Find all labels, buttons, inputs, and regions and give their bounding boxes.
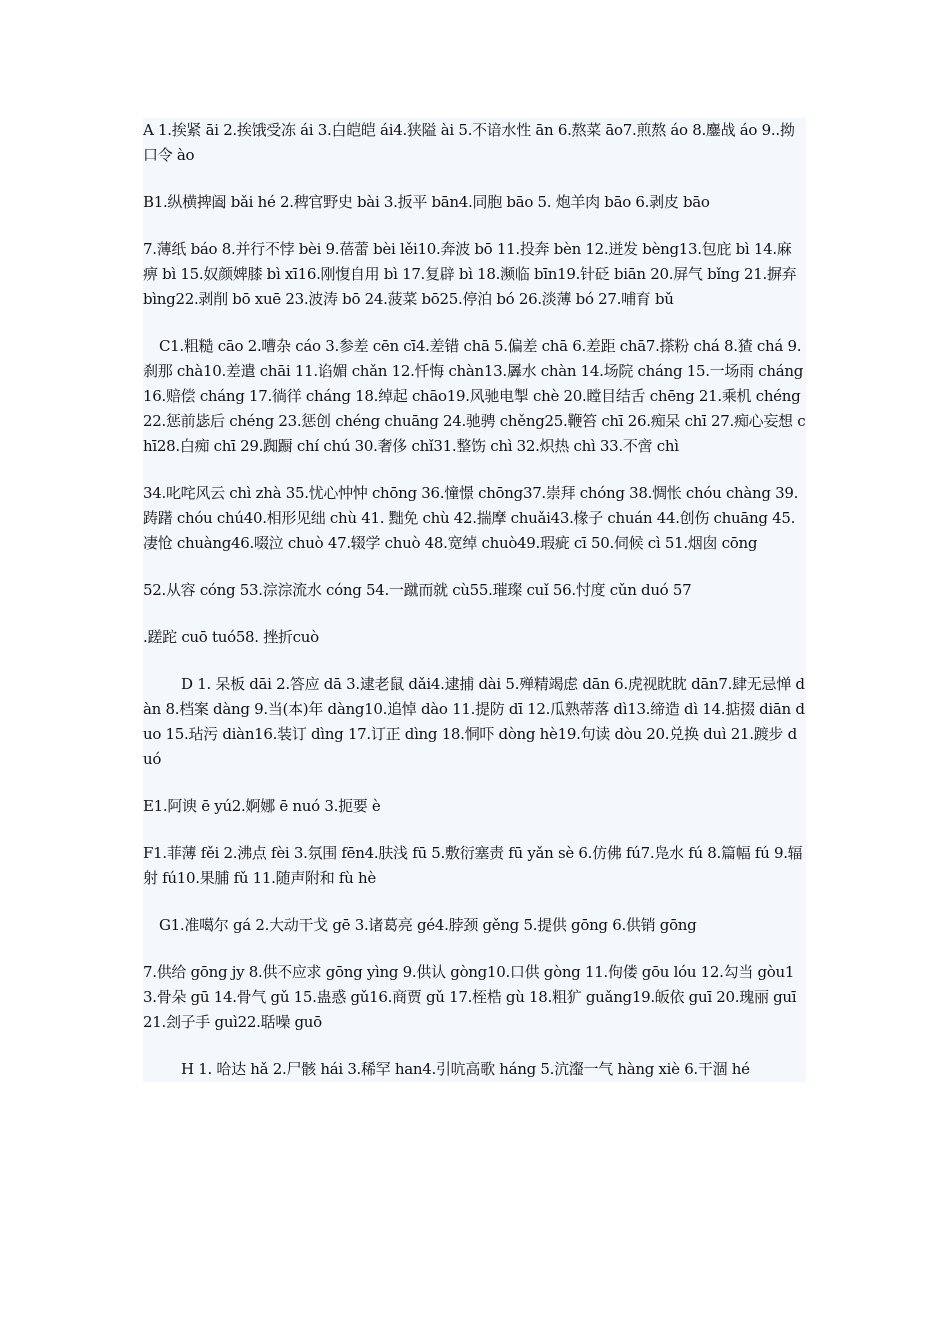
paragraph-c-part2: 34.叱咤风云 chì zhà 35.忧心忡忡 chōng 36.憧憬 chōng37.崇拜 chóng 38.惆怅 chóu chàng 39.踌躇 chóu chú40.相形见绌 chù 41. 黜免 chù 42.揣摩 chuǎi43.椽子 chuán 44.创伤 chuāng 45.凄怆 chuàng46.啜泣 chuò 47.辍学 chuò 48.宽绰 chuò49.瑕疵 cī 50.伺候 cì 51.烟囱 cōng <box>143 484 799 552</box>
paragraph-e: E1.阿谀 ē yú2.婀娜 ē nuó 3.扼要 è <box>143 797 381 815</box>
paragraph-c-part1: C1.粗糙 cāo 2.嘈杂 cáo 3.参差 cēn cī4.差错 chā 5.偏差 chā 6.差距 chā7.搽粉 chá 8.猹 chá 9.刹那 chà10.差遣 chāi 11.谄媚 chǎn 12.忏悔 chàn13.羼水 chàn 14.场院 cháng 15.一场雨 cháng16.赔偿 cháng 17.徜徉 cháng 18.绰起 chāo19.风驰电掣 chè 20.瞠目结舌 chēng 21.乘机 chéng22.惩前毖后 chéng 23.惩创 chéng chuāng 24.驰骋 chěng25.鞭笞 chī 26.痴呆 chī 27.痴心妄想 chī28.白痴 chī 29.踟蹰 chí chú 30.奢侈 chǐ31.整饬 chì 32.炽热 chì 33.不啻 chì <box>143 337 806 455</box>
paragraph-c-part3: 52.从容 cóng 53.淙淙流水 cóng 54.一蹴而就 cù55.璀璨 cuǐ 56.忖度 cǔn duó 57 <box>143 581 692 599</box>
paragraph-g-part2: 7.供给 gōng jy 8.供不应求 gōng yìng 9.供认 gòng10.口供 gòng 11.佝偻 gōu lóu 12.勾当 gòu13.骨朵 gū 14.骨气 gǔ 15.蛊惑 gǔ16.商贾 gǔ 17.桎梏 gù 18.粗犷 guǎng19.皈依 guī 20.瑰丽 guī 21.刽子手 guì22.聒噪 guō <box>143 963 797 1031</box>
paragraph-c-part4: .蹉跎 cuō tuó58. 挫折cuò <box>143 628 319 646</box>
pinyin-document <box>143 118 806 1082</box>
paragraph-a: A 1.挨紧 āi 2.挨饿受冻 ái 3.白皑皑 ái4.狭隘 ài 5.不谙水性 ān 6.熬菜 āo7.煎熬 áo 8.鏖战 áo 9..拗口令 ào <box>143 121 795 164</box>
paragraph-d: D 1. 呆板 dāi 2.答应 dā 3.逮老鼠 dǎi4.逮捕 dài 5.殚精竭虑 dān 6.虎视眈眈 dān7.肆无忌惮 dàn 8.档案 dàng 9.当(本)年 dàng10.追悼 dào 11.提防 dī 12.瓜熟蒂落 dì13.缔造 dì 14.掂掇 diān duo 15.玷污 diàn16.装订 dìng 17.订正 dìng 18.恫吓 dòng hè19.句读 dòu 20.兑换 duì 21.踱步 duó <box>143 675 805 768</box>
paragraph-g-part1: G1.准噶尔 gá 2.大动干戈 gē 3.诸葛亮 gé4.脖颈 gěng 5.提供 gōng 6.供销 gōng <box>159 916 697 934</box>
paragraph-h: H 1. 哈达 hǎ 2.尸骸 hái 3.稀罕 han4.引吭高歌 háng 5.沆瀣一气 hàng xiè 6.干涸 hé <box>181 1060 750 1078</box>
paragraph-b-part2: 7.薄纸 báo 8.并行不悖 bèi 9.蓓蕾 bèi lěi10.奔波 bō 11.投奔 bèn 12.迸发 bèng13.包庇 bì 14.麻痹 bì 15.奴颜婢膝 bì xī16.刚愎自用 bì 17.复辟 bì 18.濒临 bīn19.针砭 biān 20.屏气 bǐng 21.摒弃 bìng22.剥削 bō xuē 23.波涛 bō 24.菠菜 bō25.停泊 bó 26.淡薄 bó 27.哺育 bǔ <box>143 240 797 308</box>
paragraph-f: F1.菲薄 fěi 2.沸点 fèi 3.氛围 fēn4.肤浅 fū 5.敷衍塞责 fū yǎn sè 6.仿佛 fú7.凫水 fú 8.篇幅 fú 9.辐射 fú10.果脯 fǔ 11.随声附和 fù hè <box>143 844 803 887</box>
paragraph-b-part1: B1.纵横捭阖 bǎi hé 2.稗官野史 bài 3.扳平 bān4.同胞 bāo 5. 炮羊肉 bāo 6.剥皮 bāo <box>143 193 710 211</box>
